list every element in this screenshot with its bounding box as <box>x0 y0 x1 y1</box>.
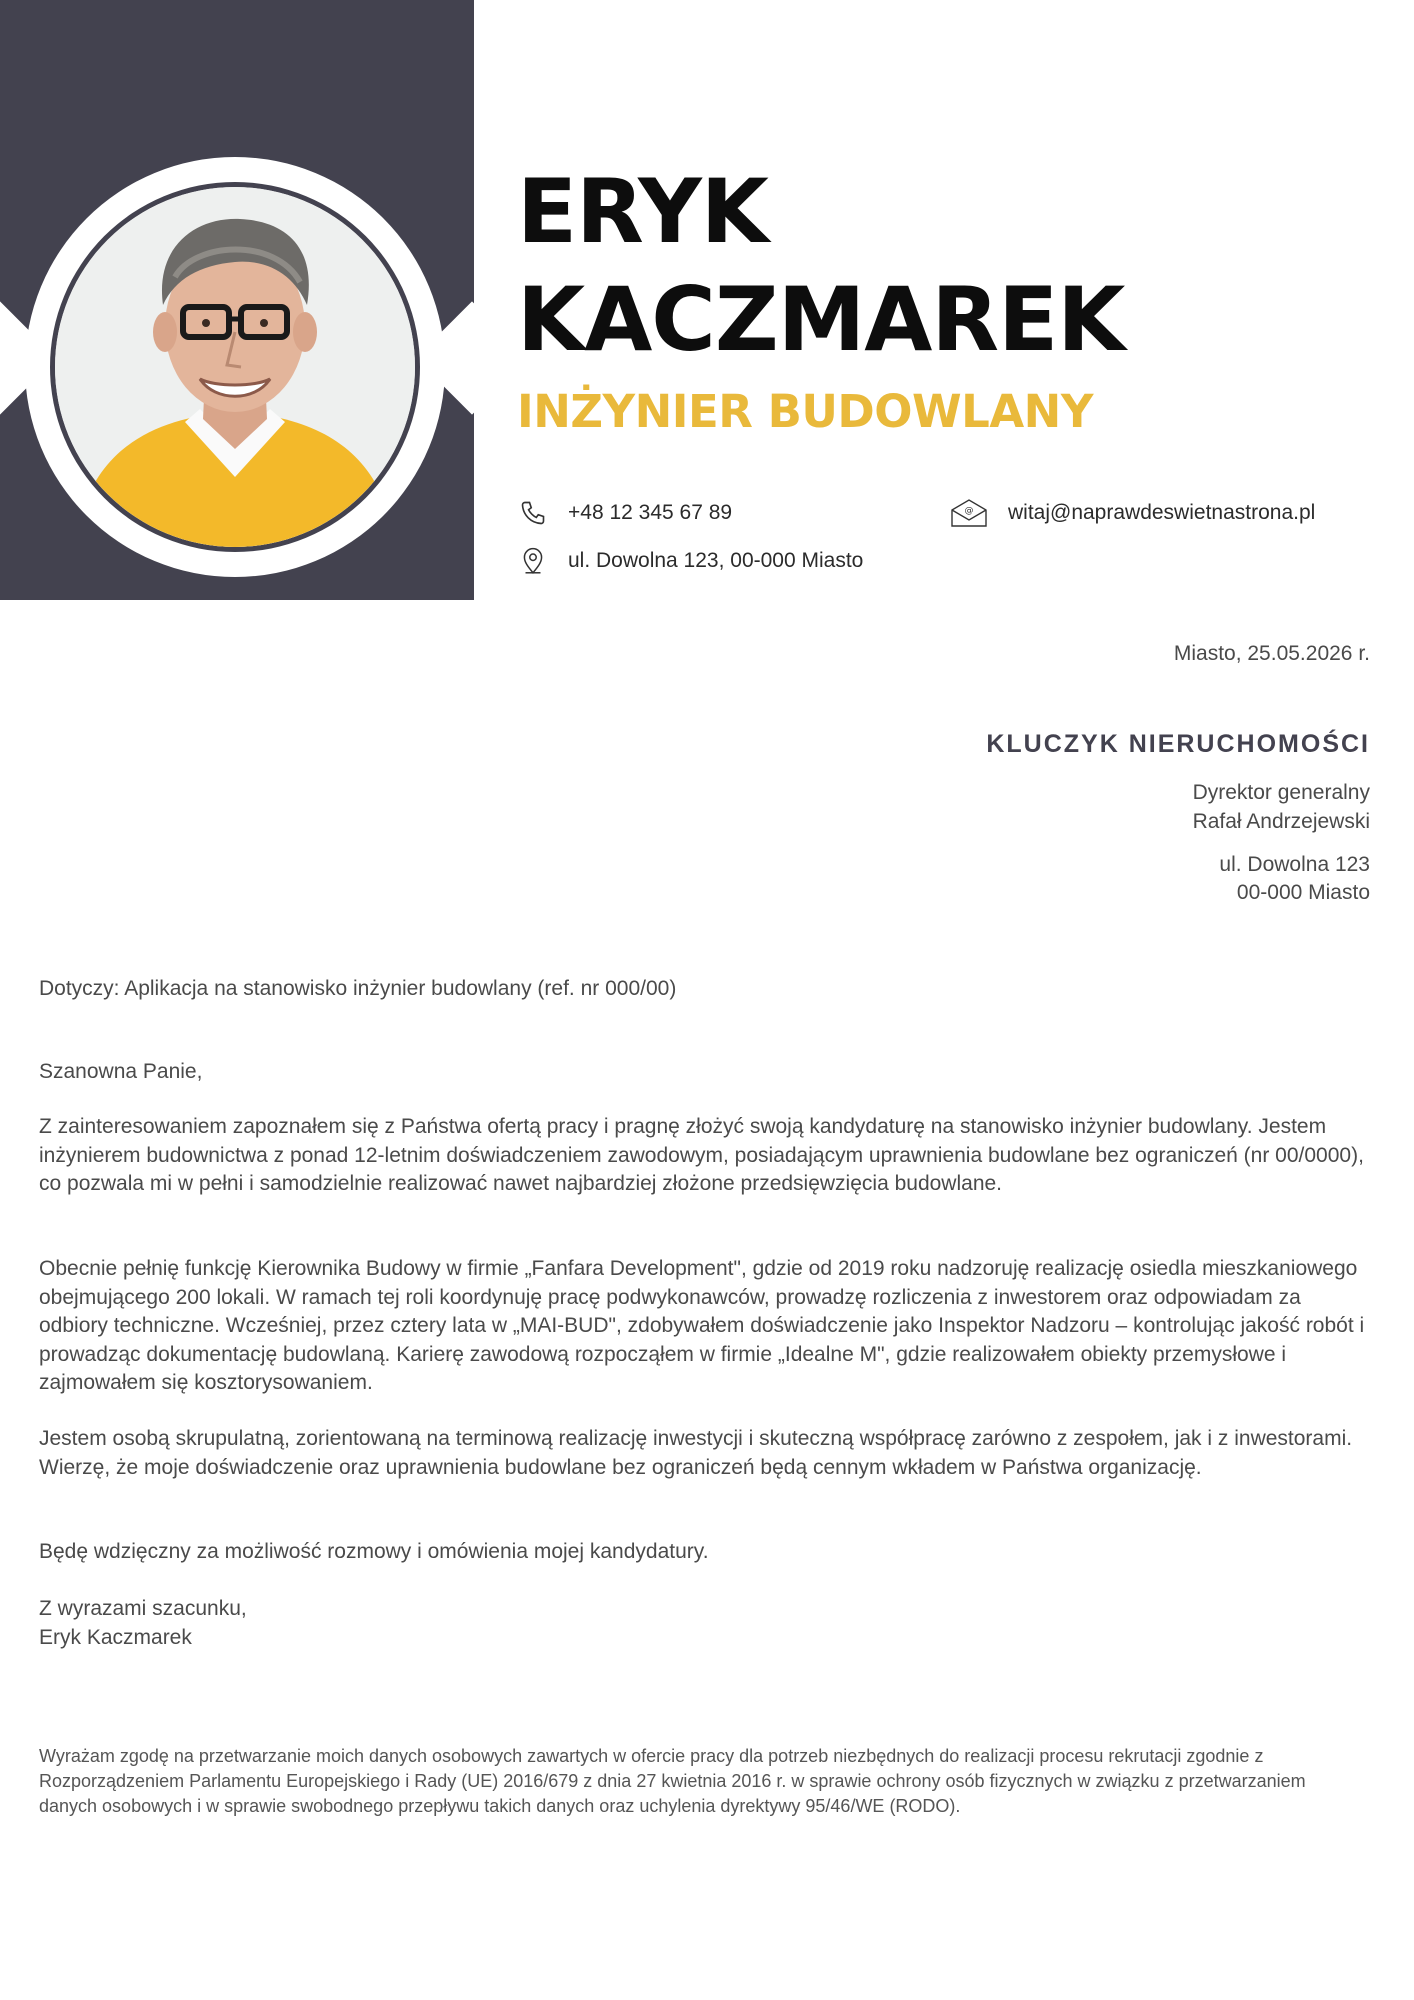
first-name: ERYK <box>517 160 768 263</box>
letter-paragraph: Z zainteresowaniem zapoznałem się z Państwa ofertą pracy i pragnę złożyć swoją kandydaturę na stanowisko inżynier budowlany. Jestem inżynierem budownictwa z ponad 12-letnim doświadczeniem zawodowym, posiadającym uprawnienia budowlane bez ograniczeń (nr 00/0000), co pozwala mi w pełni i samodzielnie realizować nawet najbardziej złożone przedsięwzięcia budowlane. <box>39 1115 1364 1195</box>
letter-closing <box>39 1595 1369 1652</box>
email-address: witaj@naprawdeswietnastrona.pl <box>1008 501 1316 524</box>
email-envelope-icon <box>950 498 988 528</box>
recipient-street: ul. Dowolna 123 <box>1219 853 1370 876</box>
letter-paragraph: Obecnie pełnię funkcję Kierownika Budowy w firmie „Fanfara Development", gdzie od 2019 roku nadzoruję realizację osiedla mieszkaniowego obejmującego 200 lokali. W ramach tej roli koordynuję pracę podwykonawców, prowadzę rozliczenia z inwestorem oraz odpowiadam za odbiory techniczne. Wcześniej, przez cztery lata w „MAI-BUD", zdobywałem doświadczenie jako Inspektor Nadzoru – kontrolując jakość robót i prowadząc dokumentację budowlaną. Karierę zawodową rozpocząłem w firmie „Idealne M", gdzie realizowałem obiekty przemysłowe i zajmowałem się kosztorysowaniem. <box>39 1257 1365 1394</box>
svg-text:@: @ <box>964 506 974 516</box>
job-title: INŻYNIER BUDOWLANY <box>517 385 1093 438</box>
recipient-address <box>1219 851 1370 907</box>
recipient-company: KLUCZYK NIERUCHOMOŚCI <box>986 730 1370 758</box>
last-name: KACZMAREK <box>517 268 1125 371</box>
letter-paragraph: Jestem osobą skrupulatną, zorientowaną na terminową realizację inwestycji i skuteczną współpracę zarówno z zespołem, jak i z inwestorami. Wierzę, że moje doświadczenie oraz uprawnienia budowlane bez ograniczeń będą cennym wkładem w Państwa organizację. <box>39 1427 1353 1479</box>
closing-phrase: Z wyrazami szacunku, <box>39 1597 247 1620</box>
address-text: ul. Dowolna 123, 00-000 Miasto <box>568 549 864 572</box>
recipient-person <box>1193 778 1370 836</box>
letter-paragraph: Będę wdzięczny za możliwość rozmowy i omówienia mojej kandydatury. <box>39 1540 709 1563</box>
gdpr-consent-clause: Wyrażam zgodę na przetwarzanie moich danych osobowych zawartych w ofercie pracy dla potrzeb niezbędnych do realizacji procesu rekrutacji zgodnie z Rozporządzeniem Parlamentu Europejskiego i Rady (UE) 2016/679 z dnia 27 kwietnia 2016 r. w sprawie ochrony osób fizycznych w związku z przetwarzaniem danych osobowych i w sprawie swobodnego przepływu takich danych oraz uchylenia dyrektywy 95/46/WE (RODO). <box>39 1746 1306 1816</box>
candidate-name <box>517 158 1124 374</box>
recipient-city: 00-000 Miasto <box>1236 881 1370 904</box>
contact-email[interactable] <box>950 498 1315 528</box>
phone-icon <box>518 498 548 528</box>
location-pin-icon <box>518 546 548 576</box>
recipient-name: Rafał Andrzejewski <box>1192 810 1370 833</box>
letter-date: Miasto, 25.05.2026 r. <box>1173 642 1370 665</box>
letter-salutation: Szanowna Panie, <box>39 1060 203 1083</box>
phone-number: +48 12 345 67 89 <box>568 501 733 524</box>
contact-address <box>518 546 863 576</box>
recipient-position: Dyrektor generalny <box>1192 781 1370 804</box>
letter-subject: Dotyczy: Aplikacja na stanowisko inżynier budowlany (ref. nr 000/00) <box>39 977 677 1000</box>
signature-name: Eryk Kaczmarek <box>39 1625 192 1649</box>
profile-photo-illustration <box>55 187 415 547</box>
contact-phone[interactable] <box>518 498 732 528</box>
profile-photo <box>55 187 415 547</box>
